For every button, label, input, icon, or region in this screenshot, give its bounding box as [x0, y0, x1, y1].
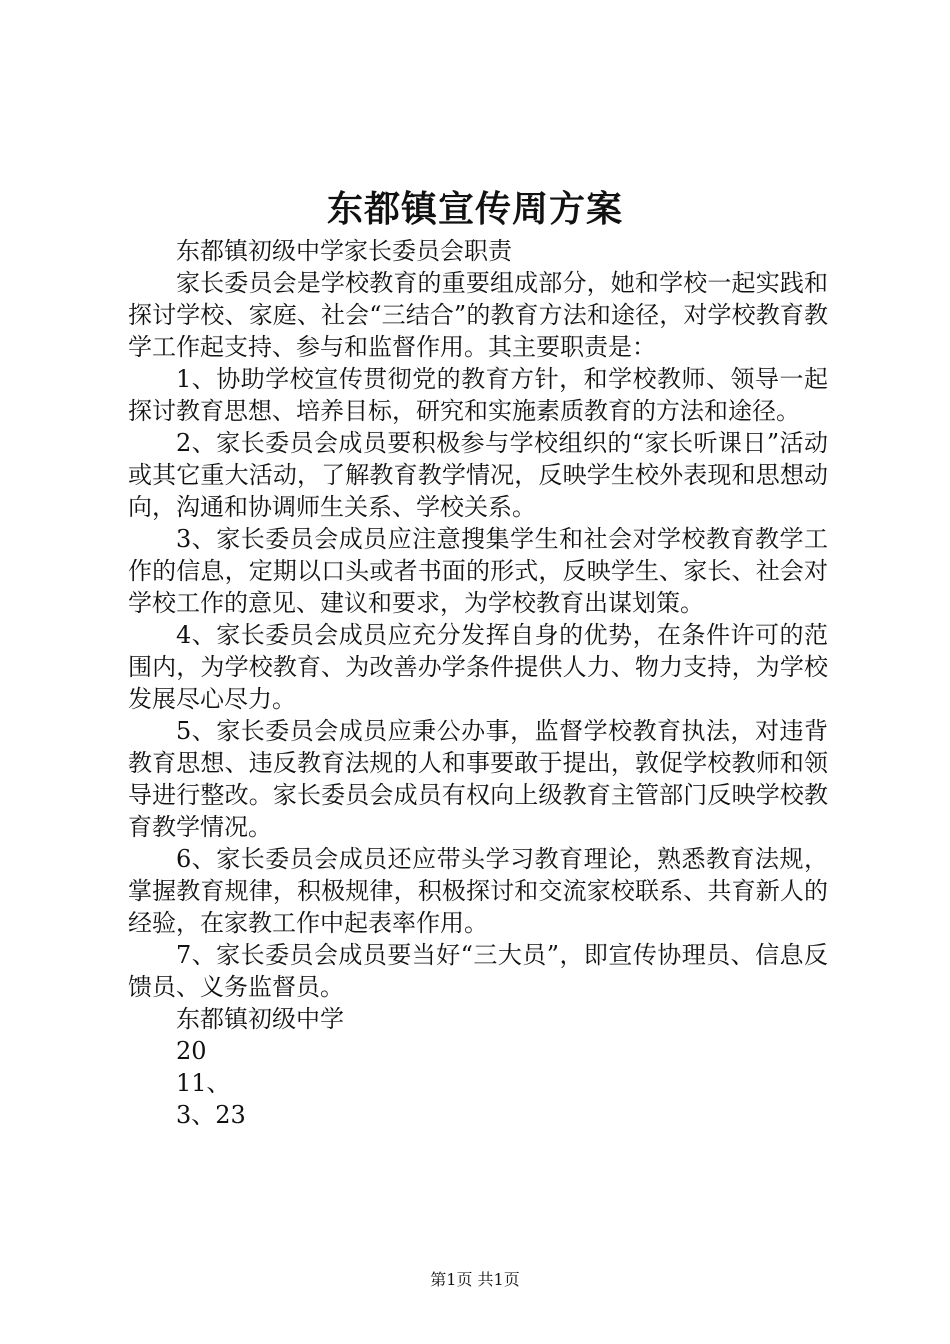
page-footer: 第1页 共1页: [430, 1270, 520, 1289]
document-body: [128, 235, 828, 1131]
paragraph-item-4: 4、家长委员会成员应充分发挥自身的优势，在条件许可的范围内，为学校教育、为改善办学条件提供人力、物力支持，为学校发展尽心尽力。: [128, 621, 828, 713]
document-title: 东都镇宣传周方案: [326, 188, 623, 230]
paragraph-item-5: 5、家长委员会成员应秉公办事，监督学校教育执法，对违背教育思想、违反教育法规的人和事要敢于提出，敦促学校教师和领导进行整改。家长委员会成员有权向上级教育主管部门反映学校教育教学情况。: [128, 717, 828, 841]
paragraph-intro: 家长委员会是学校教育的重要组成部分，她和学校一起实践和探讨学校、家庭、社会“三结合”的教育方法和途径，对学校教育教学工作起支持、参与和监督作用。其主要职责是：: [128, 269, 828, 361]
paragraph-item-2: 2、家长委员会成员要积极参与学校组织的“家长听课日”活动或其它重大活动，了解教育教学情况，反映学生校外表现和思想动向，沟通和协调师生关系、学校关系。: [128, 429, 828, 521]
paragraph-heading: 东都镇初级中学家长委员会职责: [176, 237, 512, 265]
paragraph-item-3: 3、家长委员会成员应注意搜集学生和社会对学校教育教学工作的信息，定期以口头或者书面的形式，反映学生、家长、社会对学校工作的意见、建议和要求，为学校教育出谋划策。: [128, 525, 828, 617]
paragraph-item-1: 1、协助学校宣传贯彻党的教育方针，和学校教师、领导一起探讨教育思想、培养目标，研究和实施素质教育的方法和途径。: [128, 365, 828, 425]
signature-date-part: 11、: [176, 1069, 231, 1097]
signature-date-day: 3、23: [176, 1101, 246, 1129]
paragraph-item-6: 6、家长委员会成员还应带头学习教育理论，熟悉教育法规，掌握教育规律，积极规律，积极探讨和交流家校联系、共育新人的经验，在家教工作中起表率作用。: [128, 845, 828, 937]
signature-date-year: 20: [176, 1037, 207, 1065]
paragraph-item-7: 7、家长委员会成员要当好“三大员”，即宣传协理员、信息反馈员、义务监督员。: [128, 941, 828, 1001]
signature-school: 东都镇初级中学: [176, 1005, 344, 1033]
